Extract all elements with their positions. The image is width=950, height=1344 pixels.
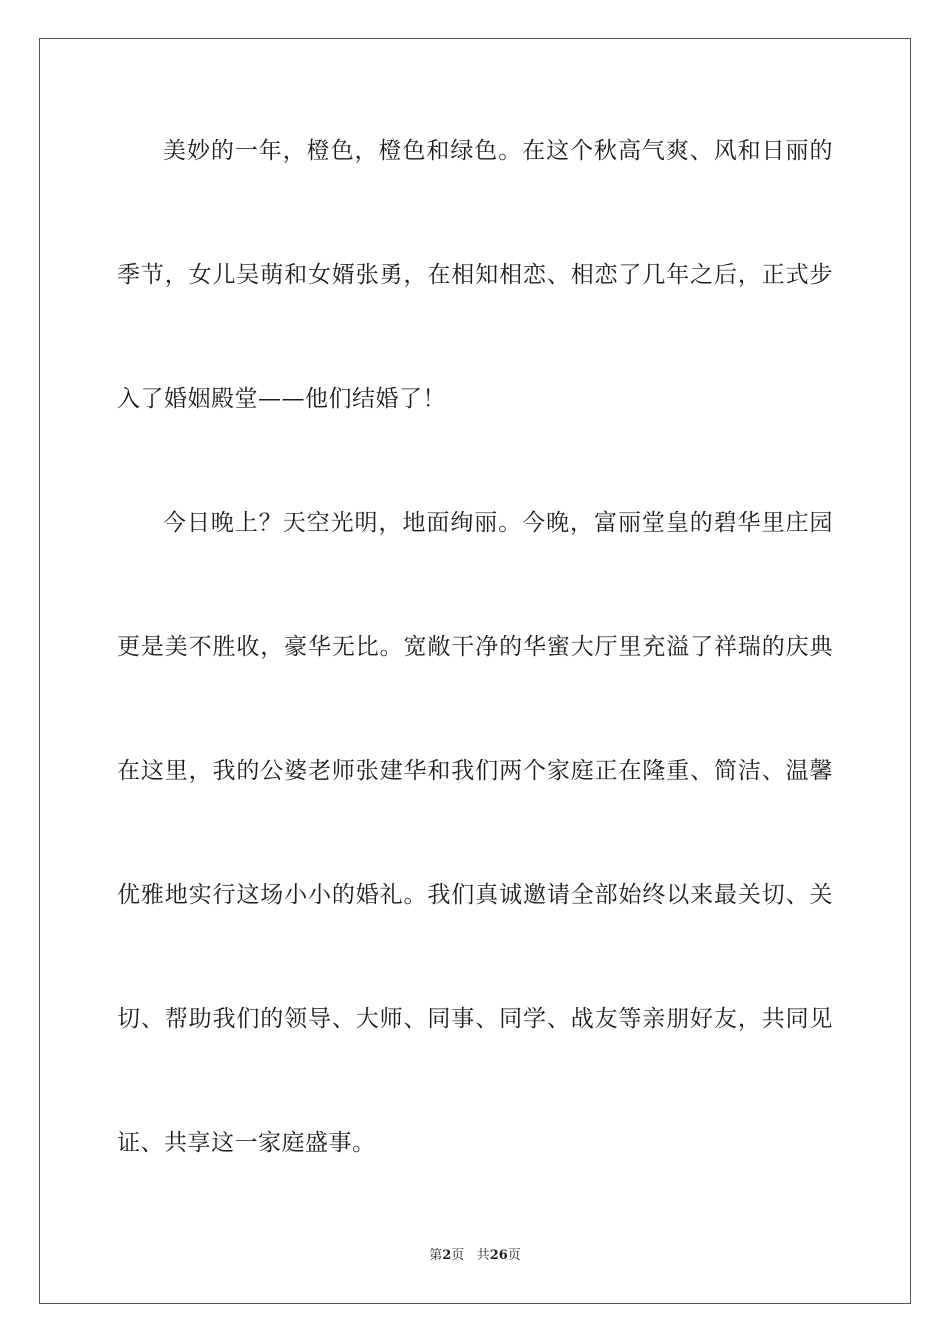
page-number: 2 (442, 1248, 452, 1263)
paragraph-1-line-2: 季节，女儿吴萌和女婿张勇，在相知相恋、相恋了几年之后，正式步 (117, 262, 833, 288)
total-suffix: 页 (507, 1248, 521, 1263)
paragraph-2-line-4: 优雅地实行这场小小的婚礼。我们真诚邀请全部始终以来最关切、关 (117, 882, 833, 908)
total-pages: 26 (489, 1248, 508, 1263)
paragraph-2-line-3: 在这里，我的公婆老师张建华和我们两个家庭正在隆重、简洁、温馨 (117, 758, 833, 784)
paragraph-2-line-5: 切、帮助我们的领导、大师、同事、同学、战友等亲朋好友，共同见 (117, 1006, 833, 1032)
page-suffix: 页 (451, 1248, 465, 1263)
page-footer (0, 1247, 950, 1265)
paragraph-1-line-1: 美妙的一年，橙色，橙色和绿色。在这个秋高气爽、风和日丽的 (163, 138, 833, 164)
page-prefix: 第 (429, 1248, 443, 1263)
paragraph-2-line-1: 今日晚上？天空光明，地面绚丽。今晚，富丽堂皇的碧华里庄园 (163, 510, 833, 536)
total-prefix: 共 (476, 1248, 490, 1263)
paragraph-2-line-6: 证、共享这一家庭盛事。 (117, 1130, 376, 1156)
paragraph-1-line-3: 入了婚姻殿堂——他们结婚了！ (117, 386, 446, 412)
paragraph-2-line-2: 更是美不胜收，豪华无比。宽敞干净的华蜜大厅里充溢了祥瑞的庆典 (117, 634, 833, 660)
page-border (39, 38, 911, 1304)
